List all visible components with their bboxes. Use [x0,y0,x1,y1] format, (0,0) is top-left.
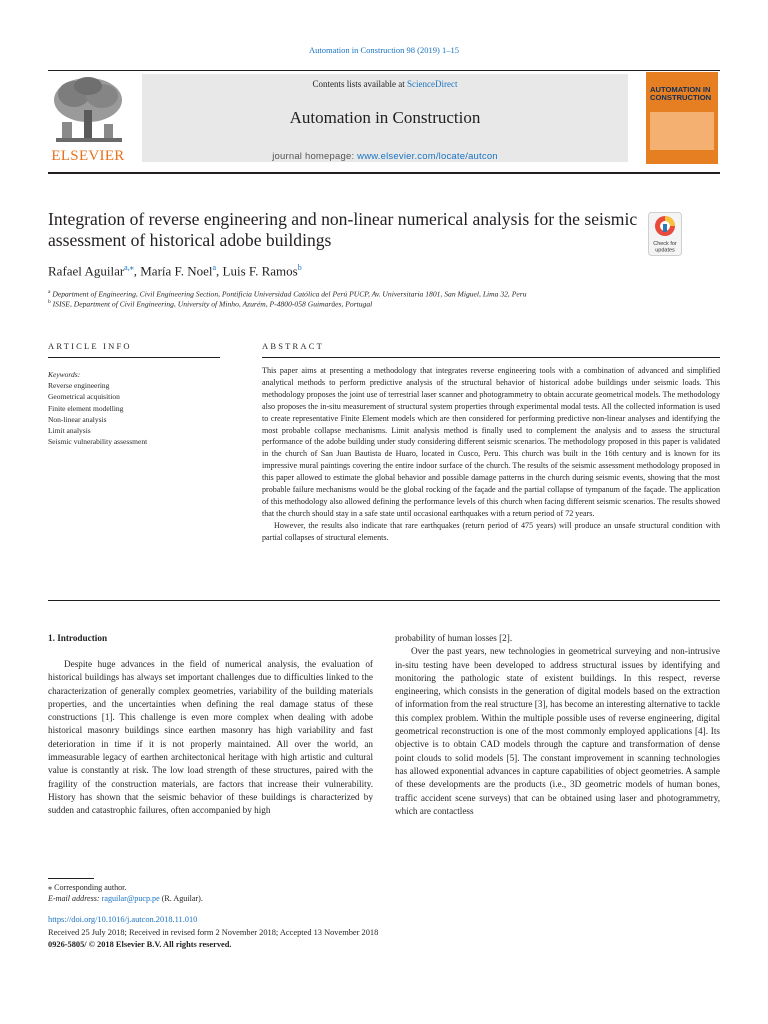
check-for-updates-badge[interactable] [648,212,682,256]
affiliation-b [48,299,372,309]
affiliation-a [48,289,527,299]
abstract-paragraph: However, the results also indicate that rare earthquakes (return period of 475 years) will produce an unsafe structural condition with partial collapses of structural elements. [262,520,720,542]
contents-prefix: Contents lists available at [312,79,407,89]
email-note [48,894,203,903]
affiliation-mark: a [48,289,51,295]
author-marks[interactable]: a [212,263,217,272]
author-separator: , [133,263,141,279]
contents-available-line [142,79,628,89]
keyword-item: Reverse engineering [48,381,110,391]
elsevier-wordmark: ELSEVIER [51,148,125,164]
header-bottom-rule [48,172,720,174]
abstract-body [262,365,720,544]
author-name[interactable]: Rafael Aguilar [48,263,125,279]
journal-reference[interactable]: Automation in Construction 98 (2019) 1–15 [309,45,459,55]
crossmark-line-1: Check for [653,241,677,247]
article-info-rule [48,357,220,358]
cover-title-line-2: CONSTRUCTION [650,93,712,102]
abstract-heading: ABSTRACT [262,341,324,351]
email-label: E-mail address: [48,894,102,903]
keywords-block [48,369,228,447]
cover-title-line-1: AUTOMATION IN [650,85,711,94]
author-separator: , [216,263,223,279]
author-list [48,263,302,279]
author-name[interactable]: María F. Noel [140,263,213,279]
corresponding-author-note: ⁎ Corresponding author. [48,883,127,892]
copyright-line: 0926-5805/ © 2018 Elsevier B.V. All rights reserved. [48,940,232,949]
keywords-label: Keywords: [48,370,81,379]
intro-paragraph: Despite huge advances in the field of numerical analysis, the evaluation of historical buildings has always set important challenges due to difficulties linked to the characterization of generally complex geometries, variability of the building materials properties, and the uncertainties when defining the real damage status of these constructions [1]. This challenge is even more complex when dealing with adobe historical masonry buildings since earthen masonry has high variability and fast deterioration in time if it is not properly maintained. All over the world, an immeasurable legacy of earthen architectonical heritage with high artistic and cultural value is constantly at risk. The low load strength of these structures, paired with the fragility of the construction materials, are factors that increase their vulnerability. History has shown that the seismic behavior of these buildings is characterized by sudden and catastrophic failures, often accompanied by high [48,659,373,816]
intro-paragraph: Over the past years, new technologies in geometrical surveying and non-intrusive in-situ testing have been developed to address structural issues by identifying and monitoring the pathologic state of existent buildings. In this respect, reverse engineering, which consists in the generation of digital models based on the extraction of information from the real structure [3], has become an interesting alternative to tackle this complex problem. Within the multiple possible uses of reverse engineering, digital geometrical reconstruction is one of the most commonly employed applications [4]. Its objective is to obtain CAD models through the capture and transformation of dense point clouds to solid models [5]. The constant improvement in scanning technologies has allowed exponential advances in capture capabilities of object geometries. A sample of these developments are the products (i.e., 3D geometric models of human bones, traffic accident scene surveys) that can be obtained using laser and photogrammetry, which are contactless [395,646,721,816]
doi-link[interactable]: https://doi.org/10.1016/j.autcon.2018.11.010 [48,915,198,924]
journal-cover-thumbnail[interactable] [646,72,718,164]
right-column [395,632,720,818]
keyword-item: Geometrical acquisition [48,392,120,402]
cover-title [650,86,716,102]
keyword-item: Limit analysis [48,426,91,436]
email-link[interactable]: raguilar@pucp.pe [101,894,160,903]
journal-homepage-line [142,151,628,162]
homepage-prefix: journal homepage: [272,151,358,162]
affiliation-text: Department of Engineering, Civil Engineering Section, Pontificia Universidad Católica del Perú PUCP, Av. Universitaria 1801, San Miguel, Lima 32, Peru [52,289,527,299]
journal-title: Automation in Construction [289,108,481,127]
abstract-rule [262,357,720,358]
left-column [48,658,373,818]
keyword-item: Seismic vulnerability assessment [48,437,148,447]
affiliation-mark: b [48,299,51,305]
article-title: Integration of reverse engineering and non-linear numerical analysis for the seismic assessment of historical adobe buildings [48,209,638,250]
homepage-link[interactable]: www.elsevier.com/locate/autcon [357,151,498,162]
keyword-item: Finite element modelling [48,403,124,413]
author-marks[interactable]: b [297,263,302,272]
received-dates: Received 25 July 2018; Received in revised form 2 November 2018; Accepted 13 November 2018 [48,928,379,937]
author-marks[interactable]: a,⁎ [124,263,134,272]
sciencedirect-link[interactable]: ScienceDirect [407,79,458,89]
crossmark-line-2: updates [655,247,675,254]
intro-paragraph: probability of human losses [2]. [395,633,513,643]
email-suffix: (R. Aguilar). [159,894,203,903]
affiliation-text: ISISE, Department of Civil Engineering, University of Minho, Azurém, P-4800-058 Guimarães, Portugal [52,299,373,309]
abstract-paragraph: This paper aims at presenting a methodology that integrates reverse engineering tools with a combination of advanced and simplified analytical methods to perform predictive analysis of the structural behavior of historical adobe buildings under seismic loads. This methodology proposes the joint use of terrestrial laser scanner and photogrammetry to obtain accurate geometrical models. The methodology also proposes the in-situ measurement of structural system properties through experimental modal tests. All the collected information is used to create representative Finite Element models which are then considered for performing predictive non-linear analyses and identifying the most probable collapse mechanisms. Limit analysis method is finally used to complement the analysis and to assess the structural performance of the adobe building under study considering different seismic scenarios. The methodology proposed in this paper is validated in the church of San Juan Bautista de Huaro, located in Cusco, Peru. This church was built in the 16th century and is known for its impressive mural paintings covering the entire indoor surface of the church. The results of the seismic assessment methodology proposed in this paper allowed to estimate the global behavior and possible damage patterns in the church during seismic events, showing that the most probable failure mechanisms would be the global rocking of the façade and the partial collapse of tympanum of the façade. The application of this methodology also allowed defining the performance levels of this church when facing different seismic scenarios. The results showed that the church should stay in a safe state until occasional earthquakes with a return period of 72 years. [262,366,720,518]
cover-band [650,112,714,150]
header-top-rule [48,70,720,71]
footnote-rule [48,878,94,879]
abstract-bottom-rule [48,600,720,601]
author-name[interactable]: Luis F. Ramos [222,263,298,279]
section-heading-introduction: 1. Introduction [48,633,108,643]
article-info-heading: ARTICLE INFO [48,341,132,351]
keyword-item: Non-linear analysis [48,414,107,424]
